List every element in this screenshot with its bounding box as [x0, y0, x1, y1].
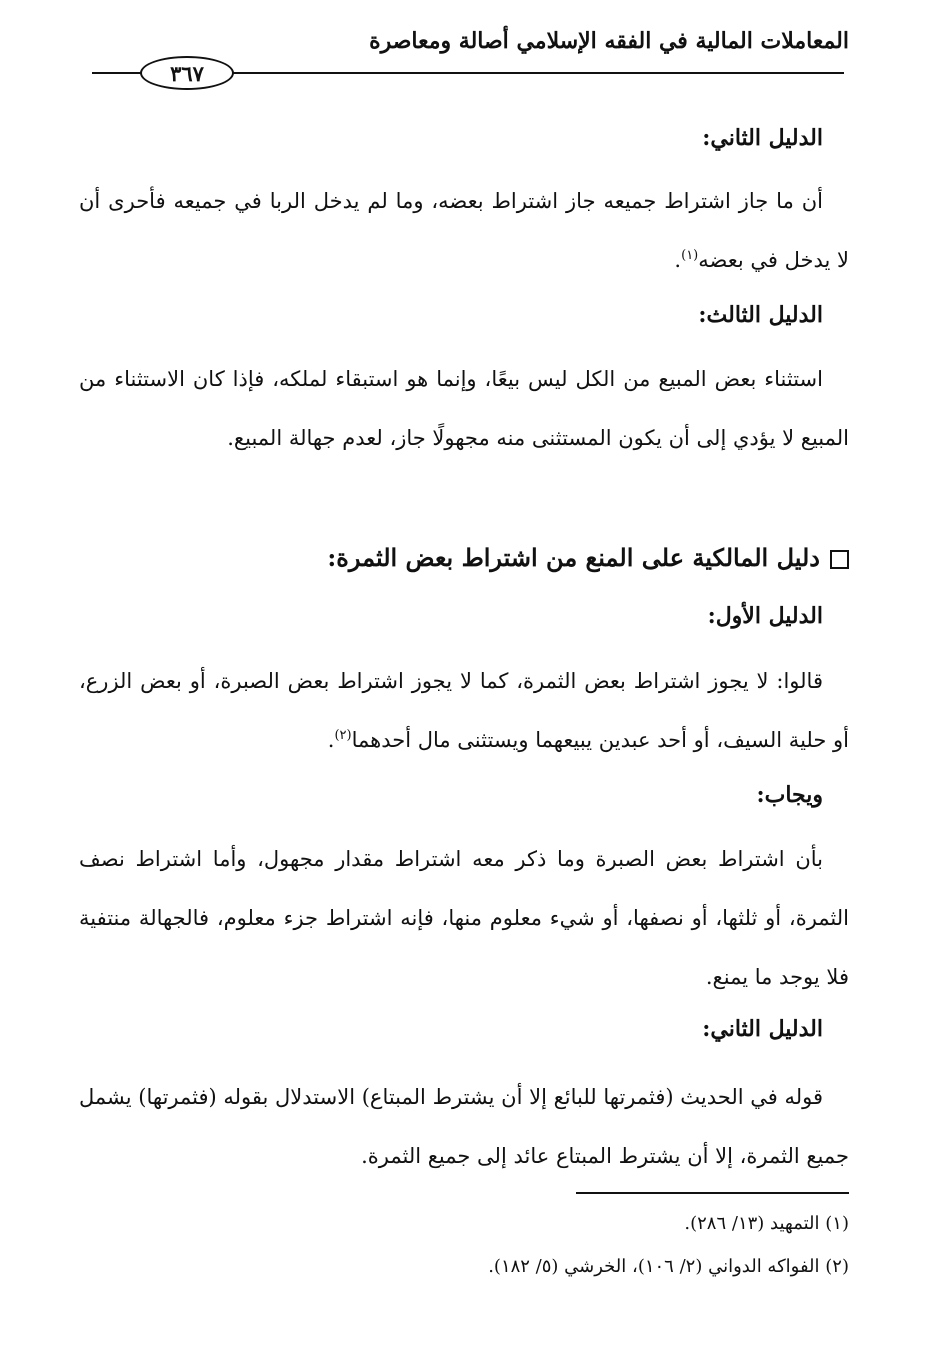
page-number: ٣٦٧ — [170, 60, 204, 86]
square-bullet-icon — [830, 550, 849, 569]
footnote-1: (١) التمهيد (١٣/ ٢٨٦). — [684, 1213, 849, 1234]
paragraph-3 — [79, 652, 849, 770]
section-heading-text: دليل المالكية على المنع من اشتراط بعض الثمرة: — [327, 543, 820, 572]
paragraph-3-text: قالوا: لا يجوز اشتراط بعض الثمرة، كما لا يجوز اشتراط بعض الصبرة، أو بعض الزرع، أو حلية السيف، أو أحد عبدين يبيعهما ويستثنى مال أحدهما — [79, 669, 849, 752]
heading-third-evidence: الدليل الثالث: — [698, 302, 823, 328]
paragraph-3-end: . — [327, 728, 335, 752]
footnote-ref-1[interactable]: (١) — [681, 248, 699, 263]
paragraph-2 — [79, 350, 849, 468]
running-title: المعاملات المالية في الفقه الإسلامي أصالة ومعاصرة — [369, 28, 849, 54]
paragraph-4-text: بأن اشتراط بعض الصبرة وما ذكر معه اشتراط مقدار مجهول، وأما اشتراط نصف الثمرة، أو ثلثها، أو نصفها، أو شيء معلوم منها، فإنه اشتراط جزء معلوم، فالجهالة منتفية فلا يوجد ما يمنع. — [79, 847, 849, 989]
paragraph-1-text: أن ما جاز اشتراط جميعه جاز اشتراط بعضه، وما لم يدخل الربا في جميعه فأحرى أن لا يدخل في بعضه — [79, 189, 849, 272]
heading-response: ويجاب: — [756, 782, 823, 808]
heading-second-evidence-2: الدليل الثاني: — [702, 1016, 823, 1042]
heading-second-evidence: الدليل الثاني: — [702, 125, 823, 151]
footnote-rule — [576, 1192, 849, 1194]
heading-first-evidence: الدليل الأول: — [707, 603, 823, 629]
paragraph-4 — [79, 830, 849, 1007]
section-heading-maliki — [327, 543, 849, 572]
paragraph-5 — [79, 1068, 849, 1186]
footnote-2: (٢) الفواكه الدواني (٢/ ١٠٦)، الخرشي (٥/ ١٨٢). — [488, 1256, 849, 1277]
paragraph-1 — [79, 172, 849, 290]
page-number-badge — [140, 56, 234, 90]
paragraph-2-text: استثناء بعض المبيع من الكل ليس بيعًا، وإنما هو استبقاء لملكه، فإذا كان الاستثناء من المبيع لا يؤدي إلى أن يكون المستثنى منه مجهولًا جاز، لعدم جهالة المبيع. — [79, 367, 849, 450]
footnote-ref-2[interactable]: (٢) — [334, 728, 352, 743]
paragraph-5-text: قوله في الحديث (فثمرتها للبائع إلا أن يشترط المبتاع) الاستدلال بقوله (فثمرتها) يشمل جميع الثمرة، إلا أن يشترط المبتاع عائد إلى جميع الثمرة. — [79, 1085, 849, 1168]
paragraph-1-end: . — [674, 248, 682, 272]
